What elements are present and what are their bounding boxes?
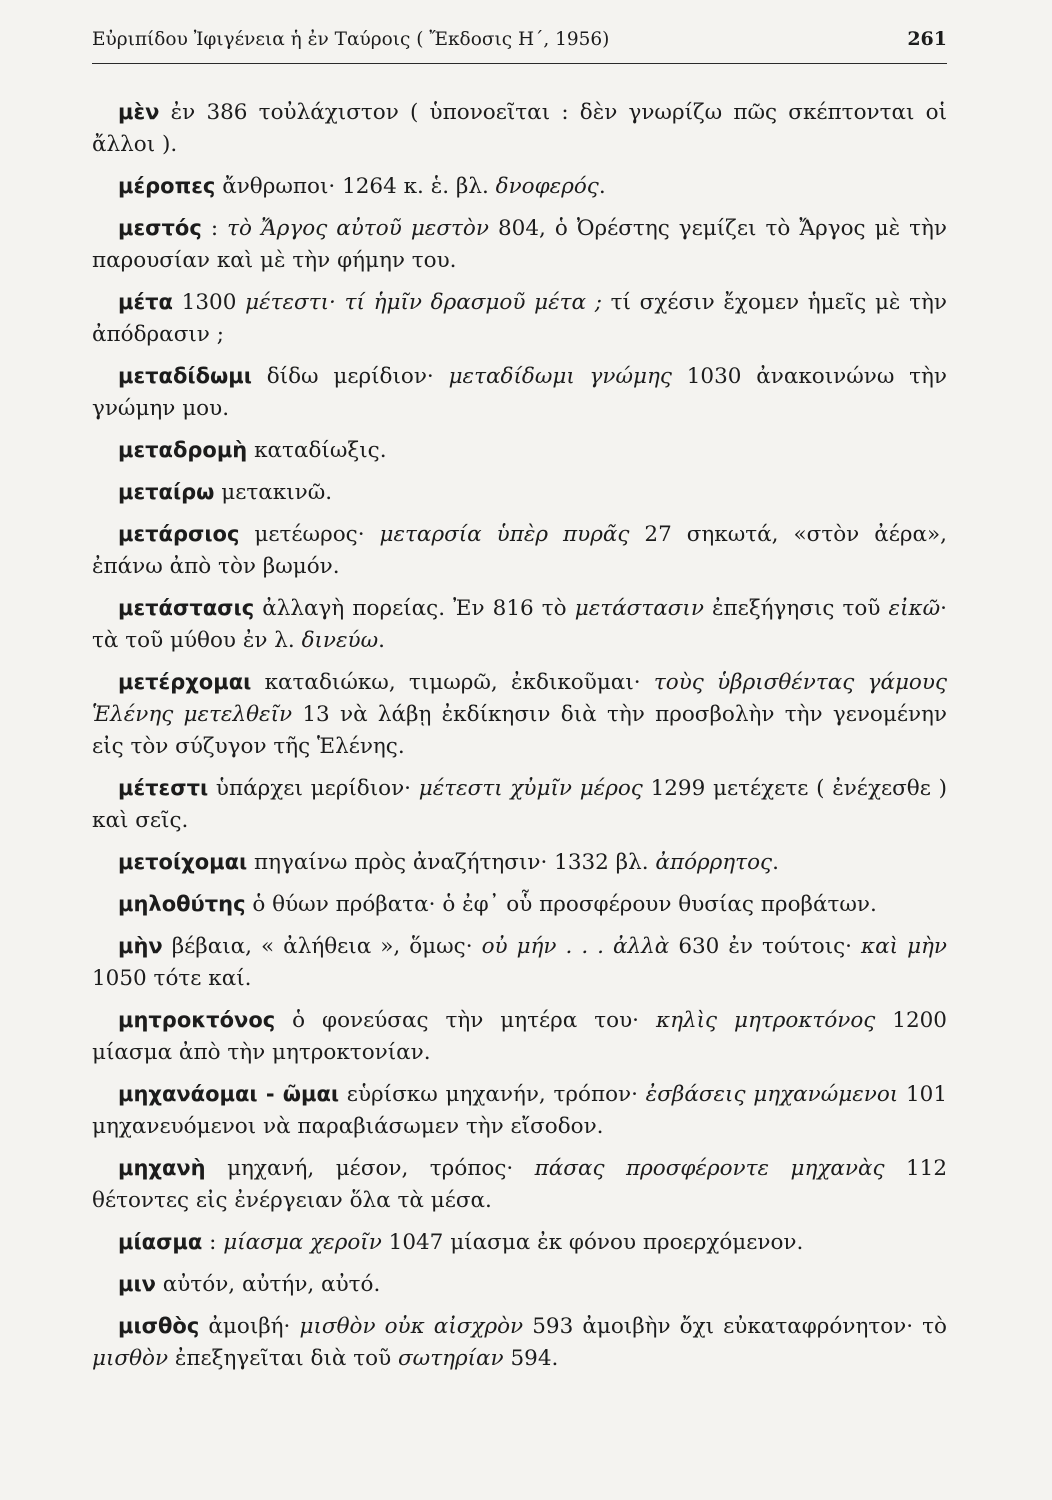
definition-text: .: [772, 850, 779, 875]
citation-italic: μεταδίδωμι γνώμης: [448, 364, 672, 389]
citation-italic: καὶ μὴν: [861, 934, 947, 959]
citation-italic: πάσας προσφέροντε μηχανὰς: [534, 1156, 885, 1181]
citation-italic: μίασμα χεροῖν: [223, 1230, 382, 1255]
citation-italic: οὐ μήν . . . ἀλλὰ: [481, 934, 670, 959]
definition-text: 1200 μίασμα ἀπὸ τὴν μητροκτονίαν.: [92, 1008, 947, 1065]
glossary-entry: [92, 518, 947, 583]
definition-text: δίδω μερίδιον·: [251, 364, 449, 389]
glossary-entry: [92, 212, 947, 277]
glossary-entry: [92, 1004, 947, 1069]
running-header: [92, 28, 947, 58]
citation-italic: ἐσβάσεις μηχανώμενοι: [645, 1082, 899, 1107]
definition-text: ὁ φονεύσας τὴν μητέρα του·: [275, 1008, 656, 1033]
definition-text: 1030 ἀνακοινώνω τὴν γνώμην μου.: [92, 364, 947, 421]
definition-text: 804, ὁ Ὀρέστης γεμίζει τὸ Ἄργος μὲ τὴν παρουσίαν καὶ μὲ τὴν φήμην του.: [92, 216, 948, 273]
citation-italic: μεταρσία ὑπὲρ πυρᾶς: [379, 522, 630, 547]
definition-text: καταδιώκω, τιμωρῶ, ἐκδικοῦμαι·: [251, 670, 654, 695]
glossary-entry: [92, 434, 947, 467]
definition-text: 593 ἀμοιβὴν ὄχι εὐκαταφρόνητον· τὸ: [523, 1314, 947, 1339]
definition-text: καταδίωξις.: [247, 438, 387, 463]
definition-text: ἄνθρωποι· 1264 κ. ἑ. βλ.: [215, 174, 496, 199]
glossary-entry: [92, 1078, 947, 1143]
citation-italic: δινεύω: [301, 628, 379, 653]
definition-text: ὑπάρχει μερίδιον·: [208, 776, 419, 801]
definition-text: τί σχέσιν ἔχομεν ἡμεῖς μὲ τὴν ἀπόδρασιν ;: [92, 290, 947, 347]
definition-text: πηγαίνω πρὸς ἀναζήτησιν· 1332 βλ.: [247, 850, 656, 875]
definition-text: 27 σηκωτά, «στὸν ἀέρα», ἐπάνω ἀπὸ τὸν βωμόν.: [92, 522, 948, 579]
headword: μεταδίδωμι: [118, 364, 252, 388]
definition-text: ἐπεξηγεῖται διὰ τοῦ: [168, 1346, 398, 1371]
citation-italic: κηλὶς μητροκτόνος: [655, 1008, 876, 1033]
headword: μέτεστι: [118, 776, 209, 800]
definition-text: εὑρίσκω μηχανήν, τρόπον·: [339, 1082, 646, 1107]
definition-text: μετακινῶ.: [214, 480, 333, 505]
definition-text: 112 θέτοντες εἰς ἐνέργειαν ὅλα τὰ μέσα.: [92, 1156, 948, 1213]
headword: μὴν: [118, 934, 163, 958]
headword: μεταίρω: [118, 480, 215, 504]
headword: μισθὸς: [118, 1314, 200, 1338]
glossary-entry: [92, 666, 947, 763]
glossary-entry: [92, 170, 947, 203]
citation-italic: σωτηρίαν: [397, 1346, 504, 1371]
headword: μεταδρομὴ: [118, 438, 248, 462]
glossary-entry: [92, 888, 947, 921]
glossary-entry: [92, 96, 947, 161]
definition-text: 1300: [172, 290, 246, 315]
definition-text: :: [202, 1230, 224, 1255]
glossary-entry: [92, 1268, 947, 1301]
headword: μετέρχομαι: [118, 670, 252, 694]
citation-italic: μισθὸν οὐκ αἰσχρὸν: [299, 1314, 524, 1339]
headword: μηλοθύτης: [118, 892, 246, 916]
citation-italic: μετάστασιν: [574, 596, 704, 621]
running-title: Εὐριπίδου Ἰφιγένεια ἡ ἐν Ταύροις ( Ἔκδοσις Η΄, 1956): [92, 29, 610, 50]
glossary-entry: [92, 360, 947, 425]
headword: μετάρσιος: [118, 522, 240, 546]
headword: μέτα: [118, 290, 173, 314]
definition-text: αὐτόν, αὐτήν, αὐτό.: [155, 1272, 381, 1297]
headword: μηχανὴ: [118, 1156, 206, 1180]
citation-italic: ἀπόρρητος: [655, 850, 773, 875]
headword: μεστός: [118, 216, 202, 240]
definition-text: μετέωρος·: [239, 522, 380, 547]
citation-italic: δνοφερός: [495, 174, 599, 199]
definition-text: 630 ἐν τούτοις·: [669, 934, 862, 959]
definition-text: .: [598, 174, 606, 199]
headword: μέροπες: [118, 174, 216, 198]
definition-text: ἀλλαγὴ πορείας. Ἐν 816 τὸ: [254, 596, 575, 621]
glossary-entry: [92, 476, 947, 509]
glossary-body: [92, 96, 947, 1384]
glossary-entry: [92, 286, 947, 351]
definition-text: · τὰ τοῦ μύθου ἐν λ.: [92, 596, 947, 653]
definition-text: .: [378, 628, 385, 653]
headword: μετοίχομαι: [118, 850, 248, 874]
glossary-entry: [92, 772, 947, 837]
definition-text: 13 νὰ λάβῃ ἐκδίκησιν διὰ τὴν προσβολὴν τὴν γενομένην εἰς τὸν σύζυγον τῆς Ἑλένης.: [92, 702, 947, 759]
definition-text: 1299 μετέχετε ( ἐνέχεσθε ) καὶ σεῖς.: [92, 776, 947, 833]
citation-italic: τὸ Ἄργος αὐτοῦ μεστὸν: [227, 216, 489, 241]
page-number: 261: [907, 28, 947, 50]
glossary-entry: [92, 930, 947, 995]
citation-italic: μέτεστι χὐμῖν μέρος: [418, 776, 643, 801]
glossary-entry: [92, 592, 947, 657]
definition-text: 1047 μίασμα ἐκ φόνου προερχόμενον.: [381, 1230, 804, 1255]
headword: μετάστασις: [118, 596, 255, 620]
glossary-entry: [92, 846, 947, 879]
definition-text: 594.: [503, 1346, 559, 1371]
definition-text: 1050 τότε καί.: [92, 966, 252, 991]
glossary-entry: [92, 1226, 947, 1259]
headword: μὲν: [118, 100, 160, 124]
definition-text: ἐν 386 τοὐλάχιστον ( ὑπονοεῖται : δὲν γνωρίζω πῶς σκέπτονται οἱ ἄλλοι ).: [92, 100, 947, 157]
headword: μητροκτόνος: [118, 1008, 276, 1032]
definition-text: βέβαια, « ἀλήθεια », ὅμως·: [162, 934, 482, 959]
headword: μίασμα: [118, 1230, 203, 1254]
citation-italic: εἰκῶ: [888, 596, 941, 621]
citation-italic: μέτεστι· τί ἡμῖν δρασμοῦ μέτα ;: [245, 290, 602, 315]
definition-text: ἀμοιβή·: [199, 1314, 300, 1339]
definition-text: ἐπεξήγησις τοῦ: [703, 596, 889, 621]
glossary-entry: [92, 1310, 947, 1375]
definition-text: 101 μηχανευόμενοι νὰ παραβιάσωμεν τὴν εἴσοδον.: [92, 1082, 947, 1139]
headword: μηχανάομαι - ῶμαι: [118, 1082, 340, 1106]
definition-text: :: [201, 216, 228, 241]
citation-italic: τοὺς ὑβρισθέντας γάμους Ἑλένης μετελθεῖν: [92, 670, 947, 727]
headword: μιν: [118, 1272, 156, 1296]
definition-text: ὁ θύων πρόβατα· ὁ ἐφ᾽ οὗ προσφέρουν θυσίας προβάτων.: [245, 892, 877, 917]
definition-text: μηχανή, μέσον, τρόπος·: [205, 1156, 535, 1181]
glossary-entry: [92, 1152, 947, 1217]
citation-italic: μισθὸν: [92, 1346, 169, 1371]
header-rule: [92, 63, 947, 64]
